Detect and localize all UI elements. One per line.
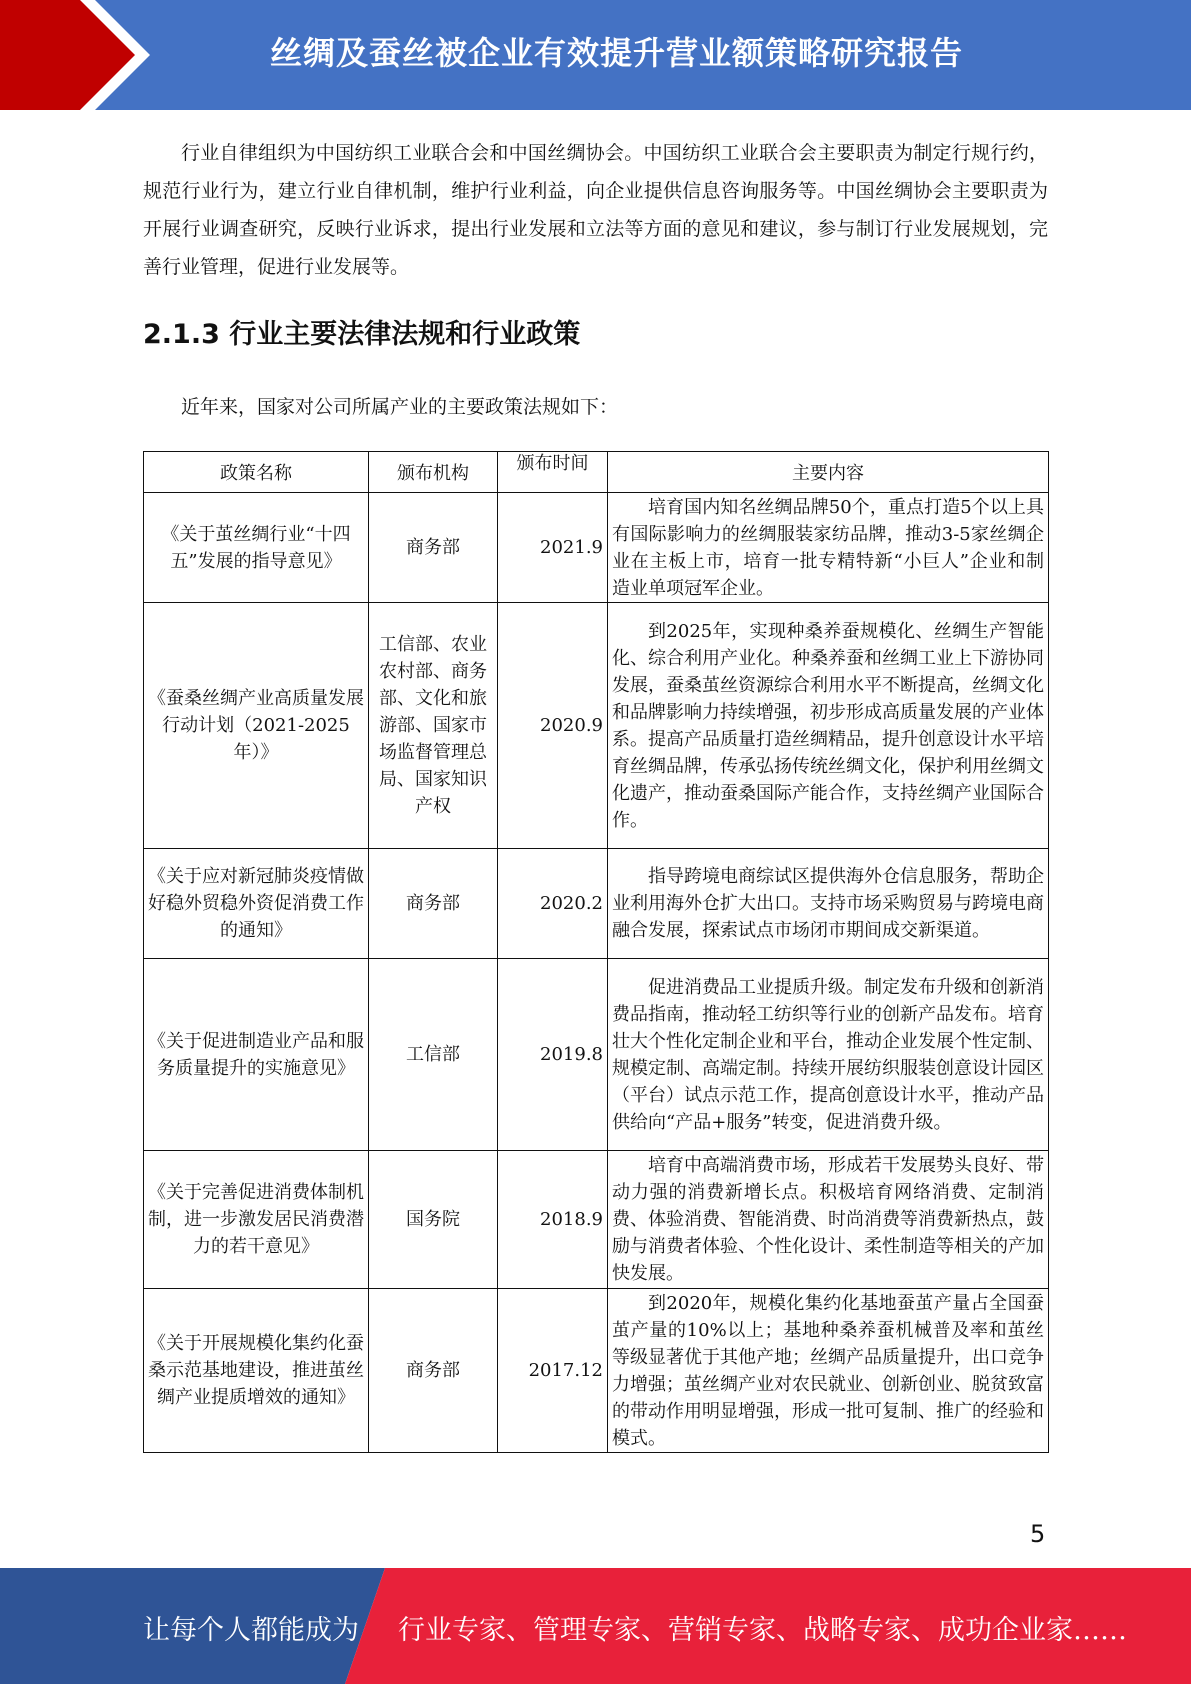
issue-date-cell: 2018.9 [498, 1151, 608, 1289]
header-issuing-org: 颁布机构 [369, 452, 498, 493]
main-content-text: 促进消费品工业提质升级。制定发布升级和创新消费品指南，推动轻工纺织等行业的创新产品发布。培育壮大个性化定制企业和平台，推动企业发展个性定制、规模定制、高端定制。持续开展纺织服装创意设计园区（平台）试点示范工作，提高创意设计水平，推动产品供给向“产品+服务”转变，促进消费升级。 [612, 976, 1044, 1133]
issuing-org-cell: 工信部、农业农村部、商务部、文化和旅游部、国家市场监督管理总局、国家知识产权 [369, 603, 498, 849]
header-policy-name: 政策名称 [144, 452, 369, 493]
main-content-text: 到2025年，实现种桑养蚕规模化、丝绸生产智能化、综合利用产业化。种桑养蚕和丝绸工业上下游协同发展，蚕桑茧丝资源综合利用水平不断提高，丝绸文化和品牌影响力持续增强，初步形成高质量发展的产业体系。提高产品质量打造丝绸精品，提升创意设计水平培育丝绸品牌，传承弘扬传统丝绸文化，保护利用丝绸文化遗产，推动蚕桑国际产能合作，支持丝绸产业国际合作。 [612, 620, 1044, 831]
main-content-text: 培育国内知名丝绸品牌50个，重点打造5个以上具有国际影响力的丝绸服装家纺品牌，推动3-5家丝绸企业在主板上市，培育一批专精特新“小巨人”企业和制造业单项冠军企业。 [612, 496, 1044, 599]
issuing-org-cell: 商务部 [369, 493, 498, 603]
policy-table [143, 451, 1049, 1453]
report-title: 丝绸及蚕丝被企业有效提升营业额策略研究报告 [270, 34, 964, 72]
main-content-cell [608, 849, 1049, 959]
header-main-content: 主要内容 [608, 452, 1049, 493]
section-heading: 2.1.3 行业主要法律法规和行业政策 [143, 319, 581, 350]
main-content-cell [608, 959, 1049, 1151]
issuing-org-cell: 工信部 [369, 959, 498, 1151]
footer-slogan-right: 行业专家、管理专家、营销专家、战略专家、成功企业家…… [398, 1615, 1127, 1646]
issue-date-cell: 2017.12 [498, 1289, 608, 1453]
page-number: 5 [1030, 1520, 1046, 1548]
issue-date-cell: 2019.8 [498, 959, 608, 1151]
table-row [144, 959, 1049, 1151]
header-arrow-decoration [0, 0, 160, 110]
policy-name-cell: 《蚕桑丝绸产业高质量发展行动计划（2021-2025年）》 [144, 603, 369, 849]
table-row [144, 603, 1049, 849]
table-row [144, 1289, 1049, 1453]
policy-name-cell: 《关于开展规模化集约化蚕桑示范基地建设，推进茧丝绸产业提质增效的通知》 [144, 1289, 369, 1453]
header-issue-date: 颁布时间 [498, 452, 608, 493]
table-header-row [144, 452, 1049, 493]
table-row [144, 493, 1049, 603]
footer-slogan-left: 让每个人都能成为 [143, 1615, 359, 1646]
policy-name-cell: 《关于完善促进消费体制机制，进一步激发居民消费潜力的若干意见》 [144, 1151, 369, 1289]
issue-date-cell: 2020.2 [498, 849, 608, 959]
main-content-cell [608, 493, 1049, 603]
policy-name-cell: 《关于应对新冠肺炎疫情做好稳外贸稳外资促消费工作的通知》 [144, 849, 369, 959]
section-lead: 近年来，国家对公司所属产业的主要政策法规如下： [181, 396, 619, 418]
issuing-org-cell: 商务部 [369, 1289, 498, 1453]
policy-name-cell: 《关于茧丝绸行业“十四五”发展的指导意见》 [144, 493, 369, 603]
main-content-cell [608, 1289, 1049, 1453]
main-content-text: 到2020年，规模化集约化基地蚕茧产量占全国蚕茧产量的10%以上；基地种桑养蚕机械普及率和茧丝等级显著优于其他产地；丝绸产品质量提升，出口竞争力增强；茧丝绸产业对农民就业、创新创业、脱贫致富的带动作用明显增强，形成一批可复制、推广的经验和模式。 [612, 1292, 1044, 1449]
intro-paragraph: 行业自律组织为中国纺织工业联合会和中国丝绸协会。中国纺织工业联合会主要职责为制定行规行约，规范行业行为，建立行业自律机制，维护行业利益，向企业提供信息咨询服务等。中国丝绸协会主要职责为开展行业调查研究，反映行业诉求，提出行业发展和立法等方面的意见和建议，参与制订行业发展规划，完善行业管理，促进行业发展等。 [143, 142, 1048, 278]
policy-name-cell: 《关于促进制造业产品和服务质量提升的实施意见》 [144, 959, 369, 1151]
main-content-cell [608, 603, 1049, 849]
page-header [0, 0, 1191, 110]
table-row [144, 849, 1049, 959]
page-footer [0, 1568, 1191, 1684]
issuing-org-cell: 国务院 [369, 1151, 498, 1289]
issue-date-cell: 2021.9 [498, 493, 608, 603]
main-content-text: 培育中高端消费市场，形成若干发展势头良好、带动力强的消费新增长点。积极培育网络消费、定制消费、体验消费、智能消费、时尚消费等消费新热点，鼓励与消费者体验、个性化设计、柔性制造等相关的产加快发展。 [612, 1155, 1044, 1284]
table-row [144, 1151, 1049, 1289]
issue-date-cell: 2020.9 [498, 603, 608, 849]
main-content-text: 指导跨境电商综试区提供海外仓信息服务，帮助企业利用海外仓扩大出口。支持市场采购贸易与跨境电商融合发展，探索试点市场闭市期间成交新渠道。 [612, 866, 1044, 941]
main-content-cell [608, 1151, 1049, 1289]
issuing-org-cell: 商务部 [369, 849, 498, 959]
